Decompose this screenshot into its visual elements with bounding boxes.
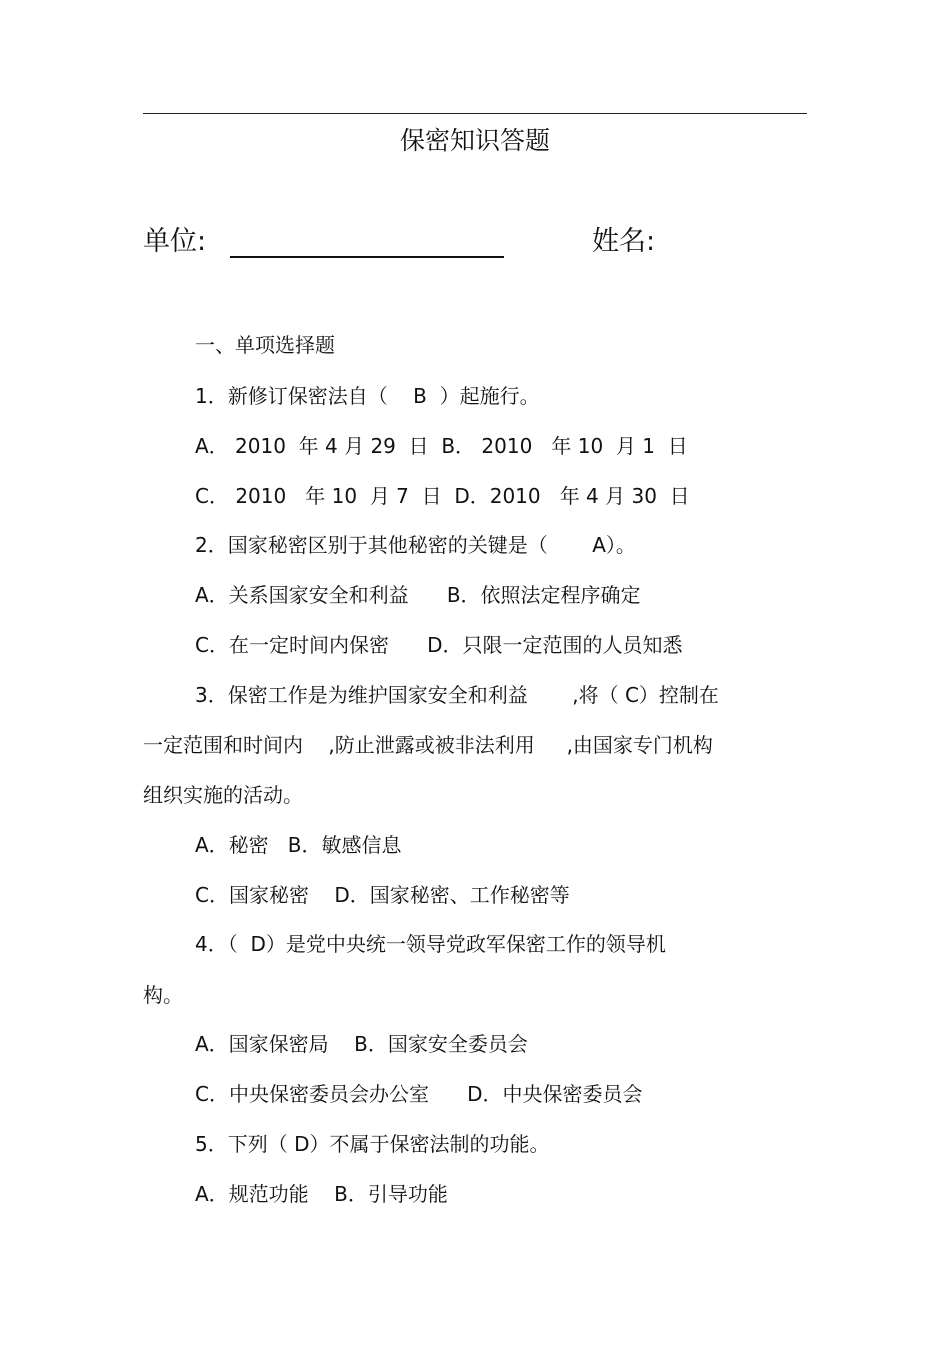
question-4-options-ab: A．国家保密局 B．国家安全委员会 (195, 1032, 528, 1056)
unit-blank-line (230, 256, 504, 258)
question-1-options-ab: A． 2010 年 4 月 29 日 B． 2010 年 10 月 1 日 (195, 434, 688, 458)
question-3-line-2: 一定范围和时间内 ,防止泄露或被非法利用 ,由国家专门机构 (143, 733, 713, 757)
question-3-line-3: 组织实施的活动。 (143, 783, 303, 807)
question-5: 5．下列（ D）不属于保密法制的功能。 (195, 1132, 550, 1156)
header-rule (143, 113, 807, 114)
question-4-line-1: 4．（ D）是党中央统一领导党政军保密工作的领导机 (195, 932, 666, 956)
question-3-options-cd: C．国家秘密 D．国家秘密、工作秘密等 (195, 883, 570, 907)
question-3-line-1: 3．保密工作是为维护国家安全和利益 ,将（ C）控制在 (195, 683, 719, 707)
question-4-options-cd: C．中央保密委员会办公室 D．中央保密委员会 (195, 1082, 643, 1106)
section-heading: 一、单项选择题 (195, 333, 335, 357)
question-1-options-cd: C． 2010 年 10 月 7 日 D．2010 年 4 月 30 日 (195, 484, 690, 508)
question-1: 1．新修订保密法自（ B ）起施行。 (195, 384, 540, 408)
page-title: 保密知识答题 (399, 126, 550, 155)
question-2: 2．国家秘密区别于其他秘密的关键是（ A）。 (195, 533, 636, 557)
question-3-options-ab: A．秘密 B．敏感信息 (195, 833, 402, 857)
question-4-line-2: 构。 (143, 983, 183, 1007)
name-label: 姓名: (592, 226, 656, 257)
question-5-options-ab: A．规范功能 B．引导功能 (195, 1182, 448, 1206)
unit-label: 单位: (143, 226, 207, 257)
question-2-options-ab: A．关系国家安全和利益 B．依照法定程序确定 (195, 583, 641, 607)
question-2-options-cd: C．在一定时间内保密 D．只限一定范围的人员知悉 (195, 633, 683, 657)
